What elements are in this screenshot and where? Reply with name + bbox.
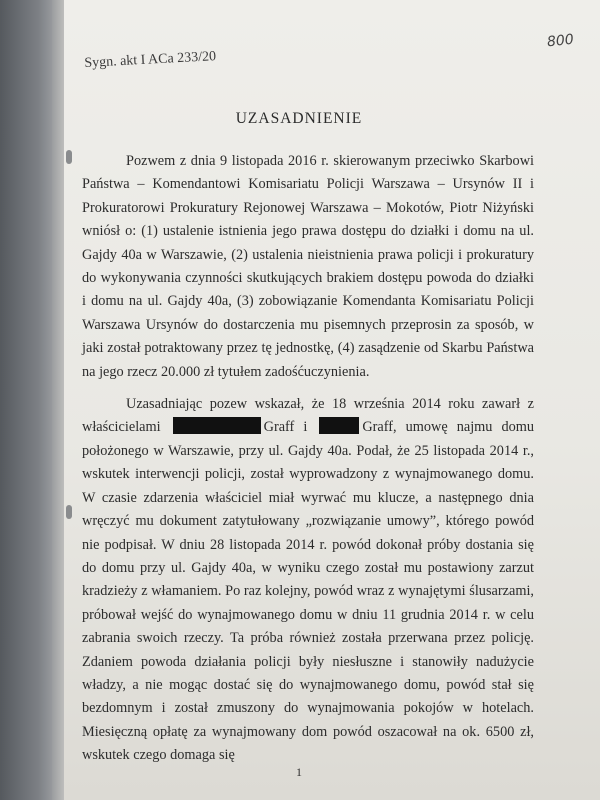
handwritten-page-mark: 800 (546, 31, 575, 51)
paragraph-2-part-b: Graff i (263, 419, 308, 436)
document-page (64, 0, 600, 800)
redaction-bar (319, 417, 359, 434)
paragraph-2-part-c: Graff, umowę najmu domu położonego w Warszawie, przy ul. Gajdy 40a. Podał, że 25 listopada 2014 r., wskutek interwencji policji, został wyprowadzony z wynajmowanego domu. W czasie zdarzenia właściciel miał wyrwać mu klucze, a następnego dnia wręczyć mu dokument zatytułowany „rozwiązanie umowy”, którego powód nie podpisał. W dniu 28 listopada 2014 r. powód dokonał próby dostania się do domu przy ul. Gajdy 40a, w wyniku czego został mu postawiony zarzut kradzieży z włamaniem. Po raz kolejny, powód wraz z wynajętymi ślusarzami, próbował wejść do wynajmowanego domu w dniu 11 grudnia 2014 r. w celu zabrania swoich rzeczy. Ta próba również została przerwana przez policję. Zdaniem powoda działania policji były niesłuszne i stanowiły nadużycie władzy, a nie mogąc dostać się do wynajmowanego domu, powód stał się bezdomnym i został zmuszony do wynajmowania pokojów w hotelach. Miesięczną opłatę za wynajmowany dom powód oszacował na ok. 6500 zł, wskutek czego domaga się (82, 419, 535, 764)
paragraph-2 (82, 393, 534, 768)
document-title: UZASADNIENIE (235, 110, 363, 127)
punch-hole (66, 150, 72, 164)
redaction-bar (173, 417, 261, 434)
page-number: 1 (296, 765, 302, 779)
paragraph-1: Pozwem z dnia 9 listopada 2016 r. skierowanym przeciwko Skarbowi Państwa – Komendantowi Komisariatu Policji Warszawa – Ursynów II i Prokuratorowi Prokuratury Rejonowej Warszawa – Mokotów, Piotr Niżyński wniósł o: (1) ustalenie istnienia jego prawa dostępu do działki i domu na ul. Gajdy 40a w Warszawie, (2) ustalenia nieistnienia prawa policji i prokuratury do wykonywania czynności skutkujących brakiem dostępu powoda do działki i domu na ul. Gajdy 40a, (3) zobowiązanie Komendanta Komisariatu Policji Warszawa Ursynów do dostarczenia mu pisemnych przeprosin za sposób, w jaki został potraktowany przez tę jednostkę, (4) zasądzenie od Skarbu Państwa na jego rzecz 20.000 zł tytułem zadośćuczynienia. (82, 153, 534, 380)
case-reference: Sygn. akt I ACa 233/20 (84, 49, 217, 71)
punch-hole (66, 505, 72, 519)
document-body (82, 150, 534, 768)
paragraph-2-part-a: Uzasadniając pozew wskazał, że 18 września 2014 roku zawarł z właścicielami (82, 396, 534, 436)
